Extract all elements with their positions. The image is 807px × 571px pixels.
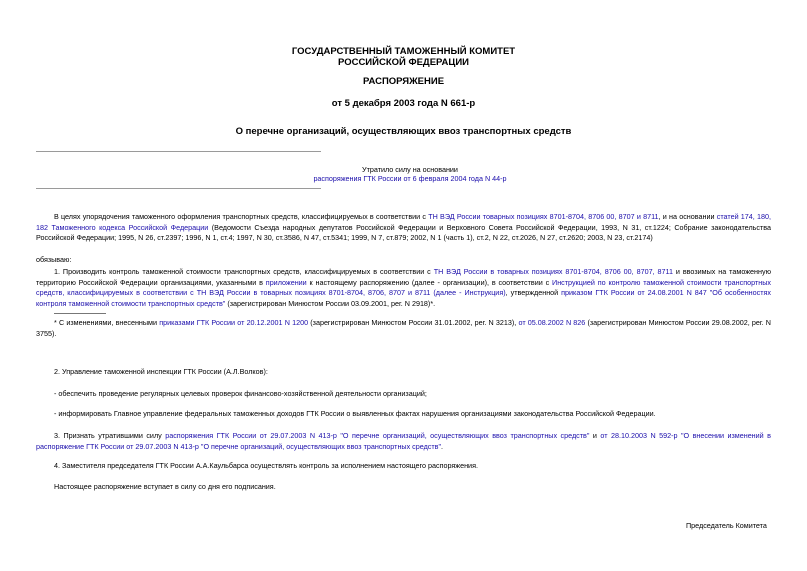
item-1-paragraph [36, 267, 771, 309]
separator-bottom [36, 188, 321, 189]
item-3-text-3: . [441, 441, 444, 451]
item-3-text-2: и [589, 431, 601, 440]
item-1-text-3: к настоящему распоряжению (далее - организации), в соответствии с [306, 277, 553, 287]
item-3-paragraph [36, 431, 771, 452]
item-1-link-order-847[interactable]: приказом ГТК России от 24.08.2001 N 847 "Об особенностях контроля таможенной стоимости транспортных средств" [36, 288, 771, 308]
org-name-line2: РОССИЙСКОЙ ФЕДЕРАЦИИ [337, 57, 469, 68]
footnote-text-2: (зарегистрирован Минюстом России 31.01.2002, рег. N 3213), [308, 318, 519, 327]
footnote-paragraph [36, 318, 771, 339]
separator-top [36, 151, 321, 152]
footnote-separator [54, 313, 106, 314]
footnote-link-order-826[interactable]: от 05.08.2002 N 826 [518, 318, 586, 327]
item-4-text: 4. Заместителя председателя ГТК России А.А.Каульбарса осуществлять контроль за исполнением настоящего распоряжения. [54, 461, 478, 470]
status-note-text: Утратило силу на основании [362, 165, 458, 174]
item-1-text-5: (зарегистрирован Минюстом России 03.09.2001, рег. N 2918)*. [225, 298, 436, 308]
obligate-text: обязываю: [36, 255, 72, 264]
org-name-line1: ГОСУДАРСТВЕННЫЙ ТАМОЖЕННЫЙ КОМИТЕТ [291, 46, 516, 57]
preamble-paragraph [36, 212, 771, 244]
item-3-link-order-413[interactable]: распоряжения ГТК России от 29.07.2003 N 413-р "О перечне организаций, осуществляющих ввоз транспортных средств" [165, 431, 590, 440]
item-1-text-4: , утвержденной [505, 288, 562, 297]
status-note [300, 165, 520, 183]
preamble-text-2: , и на основании [658, 212, 717, 221]
item-3-text-1: 3. Признать утратившими силу [54, 431, 166, 440]
item-2-text: 2. Управление таможенной инспекции ГТК России (А.Л.Волков): [54, 367, 268, 376]
item-1-text-2: и ввозимых на таможенную территорию Российской Федерации организациями, указанными в [36, 267, 771, 287]
effective-date-text: Настоящее распоряжение вступает в силу со дня его подписания. [54, 482, 276, 491]
item-1-link-tnved[interactable]: ТН ВЭД России в товарных позициях 8701-8704, 8706 00, 8707, 8711 [433, 267, 673, 276]
item-1-link-appendix[interactable]: приложении [265, 277, 307, 287]
preamble-text-3: (Ведомости Съезда народных депутатов Российской Федерации и Верховного Совета Российской Федерации, 1993, N 31, ст.1224; Собрание законодательства Российской Федерации; 1995, N 26, ст.2397; 1996, N 1, ст.4; 1997, N 30, ст.3586, N 47, ст.5341; 1999, N 7, ст.879; 2002, N 1 (часть 1), ст.2, N 22, ст.2026, N 27, ст.2620; 2003, N 23, ст.2174) [36, 222, 771, 242]
preamble-link-tnved[interactable]: ТН ВЭД России товарных позициях 8701-8704, 8706 00, 8707 и 8711 [428, 212, 659, 221]
item-1-text-1: 1. Производить контроль таможенной стоимости транспортных средств, классифицируемых в соответствии с [54, 267, 434, 276]
doc-date: от 5 декабря 2003 года N 661-р [331, 98, 476, 109]
preamble-text-1: В целях упорядочения таможенного оформления транспортных средств, классифицируемых в соответствии с [54, 212, 429, 221]
preamble-link-customs-code[interactable]: статей 174, 180, 182 Таможенного кодекса Российской Федерации [36, 212, 772, 232]
footnote-text-1: * С изменениями, внесенными [54, 318, 160, 327]
doc-title: О перечне организаций, осуществляющих ввоз транспортных средств [235, 126, 572, 137]
status-note-link[interactable]: распоряжения ГТК России от 6 февраля 2004 года N 44-р [313, 174, 507, 183]
signature-title: Председатель Комитета [686, 521, 767, 530]
item-2b-text: - информировать Главное управление федеральных таможенных доходов ГТК России о выявленных фактах нарушения организациями законодательства Российской Федерации. [54, 409, 656, 418]
footnote-text-3: (зарегистрирован Минюстом России 29.08.2002, рег. N 3755). [36, 318, 771, 338]
item-2a-text: - обеспечить проведение регулярных целевых проверок финансово-хозяйственной деятельности организаций; [54, 389, 427, 398]
item-3-link-order-592[interactable]: от 28.10.2003 N 592-р "О внесении изменений в распоряжение ГТК России от 29.07.2003 N 413-р "О перечне организаций, осуществляющих ввоз транспортных средств" [36, 431, 771, 451]
footnote-link-order-1200[interactable]: приказами ГТК России от 20.12.2001 N 1200 [159, 318, 309, 327]
doc-type: РАСПОРЯЖЕНИЕ [362, 76, 445, 87]
item-1-link-instruction[interactable]: Инструкцией по контролю таможенной стоимости транспортных средств, классифицируемых в соответствии с ТН ВЭД России в товарных позициях 8701-8704, 8706, 8707 и 8711 (далее - Инструкция) [36, 277, 771, 297]
